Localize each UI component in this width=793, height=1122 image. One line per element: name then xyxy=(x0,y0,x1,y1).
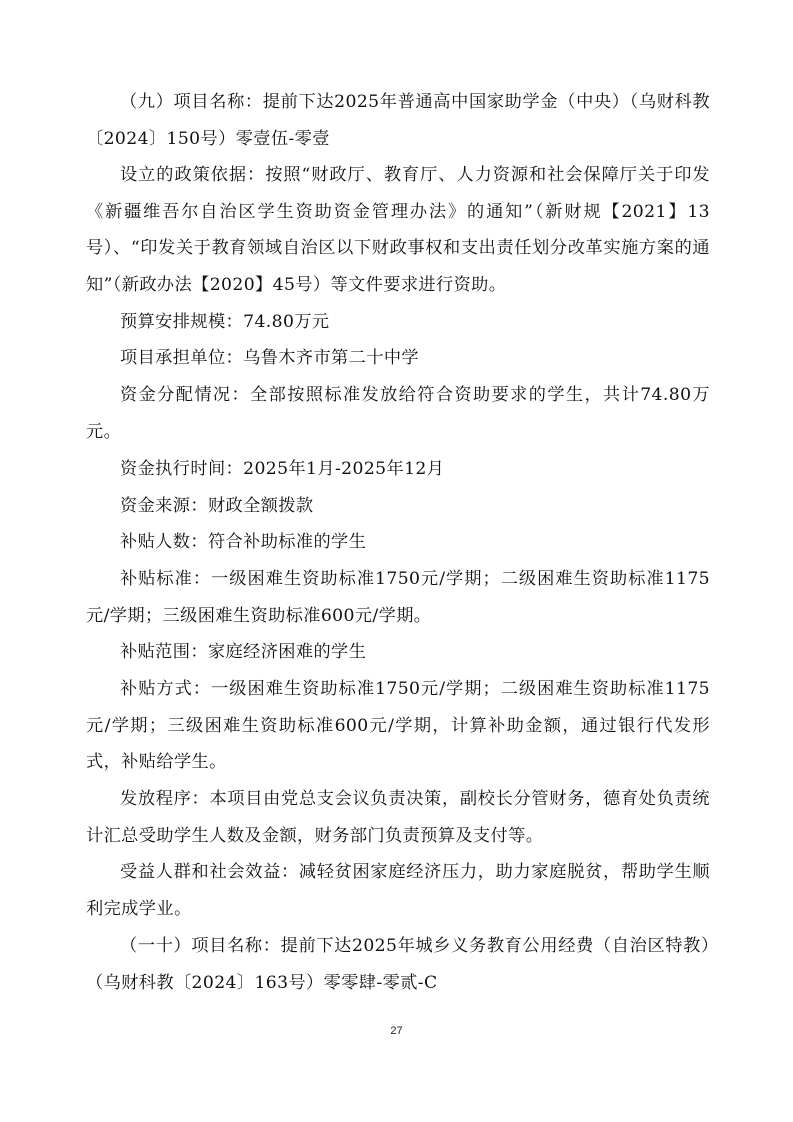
responsible-unit-line: 项目承担单位：乌鲁木齐市第二十中学 xyxy=(120,348,419,368)
policy-basis-paragraph: 设立的政策依据：按照“财政厅、教育厅、人力资源和社会保障厅关于印发《新疆维吾尔自治区学生资助资金管理办法》的通知”（新财规【2021】13号）、“印发关于教育领域自治区以下财政事权和支出责任划分改革实施方案的通知”（新政办法【2020】45号）等文件要求进行资助。 xyxy=(86,165,710,295)
distribution-procedure-paragraph: 发放程序：本项目由党总支会议负责决策，副校长分管财务，德育处负责统计汇总受助学生人数及金额，财务部门负责预算及支付等。 xyxy=(86,789,710,846)
page-number: 27 xyxy=(390,1025,403,1037)
beneficiaries-paragraph: 受益人群和社会效益：减轻贫困家庭经济压力，助力家庭脱贫，帮助学生顺利完成学业。 xyxy=(86,862,710,919)
execution-time-line: 资金执行时间：2025年1月-2025年12月 xyxy=(120,459,445,479)
subsidy-standard-paragraph: 补贴标准：一级困难生资助标准1750元/学期；二级困难生资助标准1175元/学期；三级困难生资助标准600元/学期。 xyxy=(86,569,710,626)
project-10-title: （一十）项目名称：提前下达2025年城乡义务教育公用经费（自治区特教）（乌财科教〔2024〕163号）零零肆-零贰-C xyxy=(86,936,710,993)
fund-allocation-paragraph: 资金分配情况：全部按照标准发放给符合资助要求的学生，共计74.80万元。 xyxy=(86,385,710,442)
subsidy-scope-line: 补贴范围：家庭经济困难的学生 xyxy=(120,642,367,662)
budget-scale-line: 预算安排规模：74.80万元 xyxy=(120,312,330,332)
project-9-title: （九）项目名称：提前下达2025年普通高中国家助学金（中央）（乌财科教〔2024〕150号）零壹伍-零壹 xyxy=(86,92,710,149)
subsidy-method-paragraph: 补贴方式：一级困难生资助标准1750元/学期；二级困难生资助标准1175元/学期；三级困难生资助标准600元/学期，计算补助金额，通过银行代发形式，补贴给学生。 xyxy=(86,679,710,772)
subsidy-recipients-line: 补贴人数：符合补助标准的学生 xyxy=(120,532,367,552)
fund-source-line: 资金来源：财政全额拨款 xyxy=(120,496,314,516)
